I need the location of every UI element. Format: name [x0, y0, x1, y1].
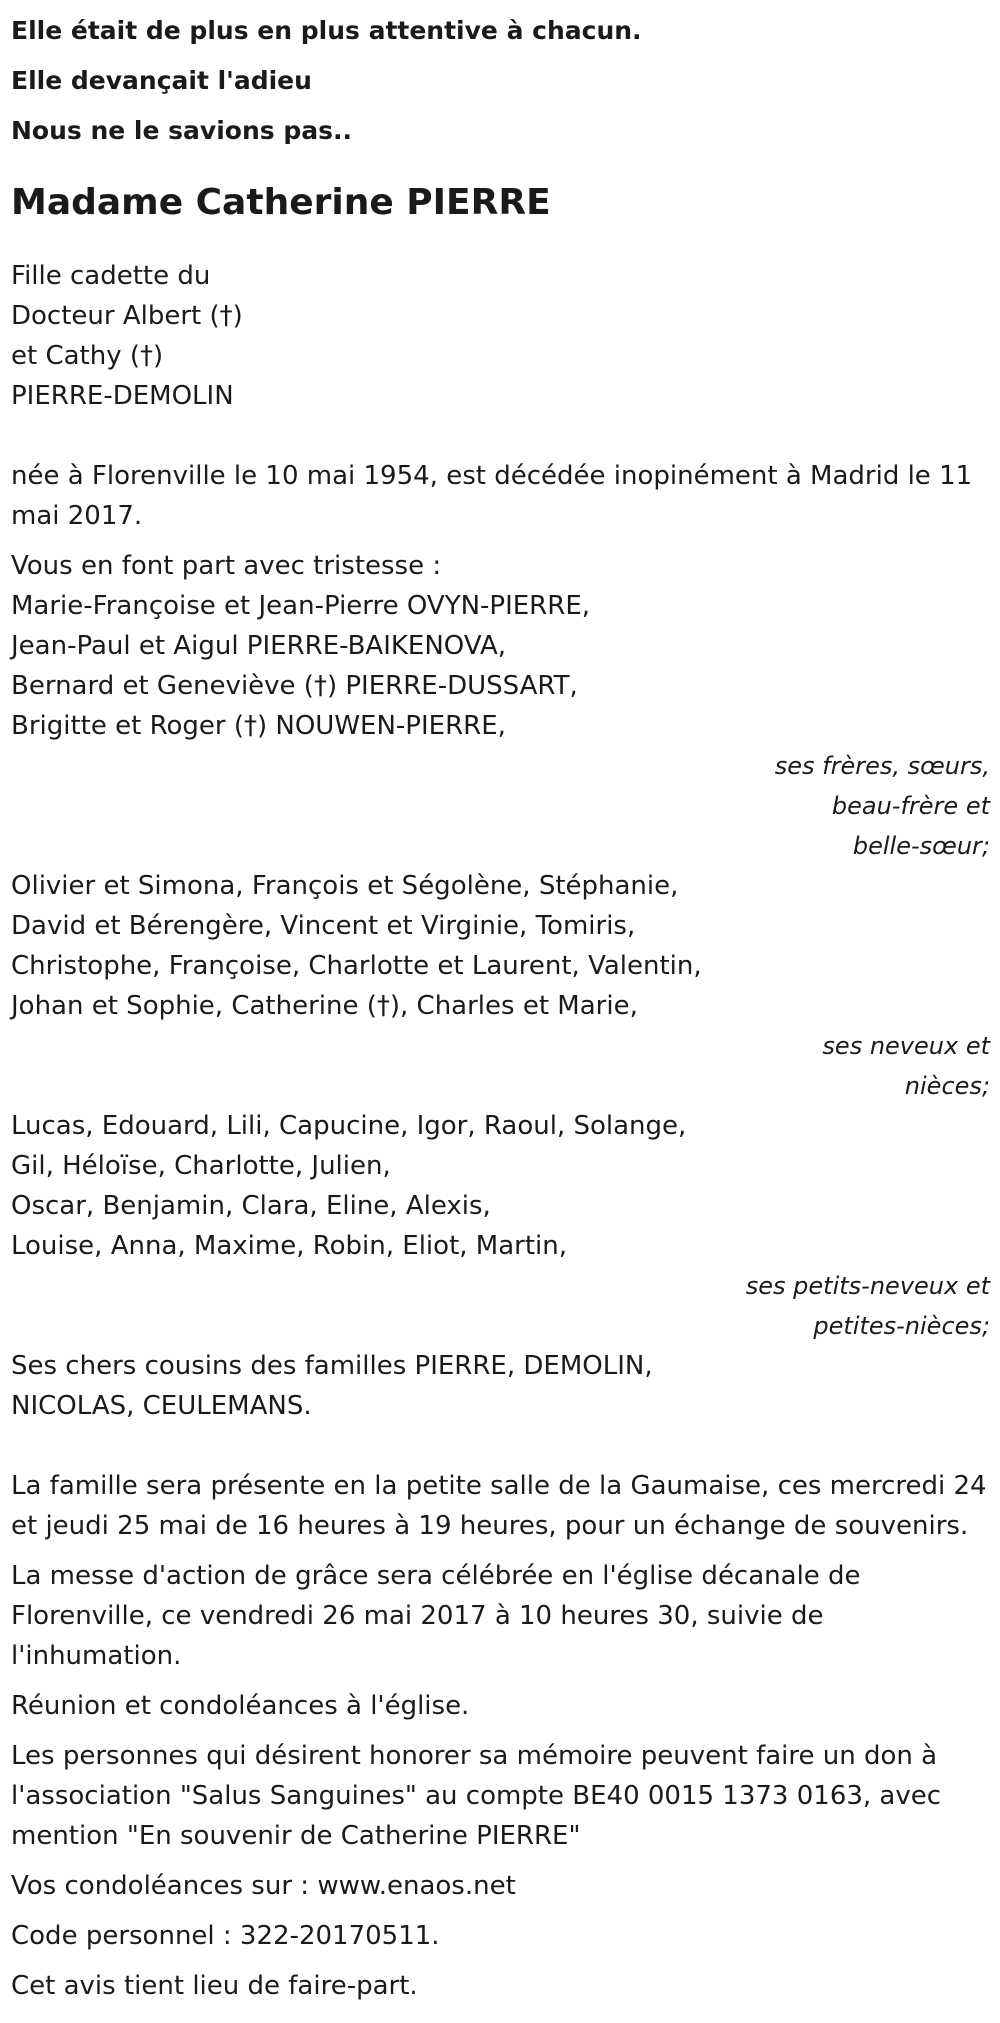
parents-line: PIERRE-DEMOLIN [11, 381, 234, 411]
role-line: belle-sœur; [852, 832, 990, 860]
sibling-line: Jean-Paul et Aigul PIERRE-BAIKENOVA, [11, 631, 506, 661]
donation-text: Les personnes qui désirent honorer sa mémoire peuvent faire un don à l'association "Salus Sanguines" au compte BE40 0015 1373 0163, avec mention "En souvenir de Catherine PIERRE" [11, 1741, 942, 1851]
cousins-line: NICOLAS, CEULEMANS. [11, 1391, 312, 1421]
nephews-block [11, 866, 990, 1026]
sibling-line: Bernard et Geneviève (†) PIERRE-DUSSART, [11, 671, 578, 701]
role-line: ses frères, sœurs, [774, 752, 990, 780]
nephews-role [11, 1026, 990, 1106]
epigraph [11, 6, 990, 156]
birth-death-text: née à Florenville le 10 mai 1954, est décédée inopinément à Madrid le 11 mai 2017. [11, 461, 973, 531]
announce-intro: Vous en font part avec tristesse : [11, 551, 442, 581]
mass-text: La messe d'action de grâce sera célébrée en l'église décanale de Florenville, ce vendredi 26 mai 2017 à 10 heures 30, suivie de l'inhumation. [11, 1561, 861, 1671]
nephew-line: Johan et Sophie, Catherine (†), Charles et Marie, [11, 991, 638, 1021]
parents-line: et Cathy (†) [11, 341, 164, 371]
condolences-text: Vos condoléances sur : www.enaos.net [11, 1871, 516, 1901]
sibling-line: Marie-Françoise et Jean-Pierre OVYN-PIERRE, [11, 591, 591, 621]
epigraph-line: Elle était de plus en plus attentive à chacun. [11, 16, 642, 45]
nephew-line: Christophe, Françoise, Charlotte et Laurent, Valentin, [11, 951, 702, 981]
parents-line: Fille cadette du [11, 261, 211, 291]
parents-block [11, 256, 990, 416]
cousins-line: Ses chers cousins des familles PIERRE, DEMOLIN, [11, 1351, 653, 1381]
reunion-text: Réunion et condoléances à l'église. [11, 1691, 470, 1721]
grandnephew-line: Gil, Héloïse, Charlotte, Julien, [11, 1151, 391, 1181]
epigraph-line: Nous ne le savions pas.. [11, 116, 352, 145]
nephew-line: Olivier et Simona, François et Ségolène, Stéphanie, [11, 871, 679, 901]
personal-code: Code personnel : 322-20170511. [11, 1921, 440, 1951]
grandnephews-block [11, 1106, 990, 1266]
role-line: nièces; [904, 1072, 990, 1100]
role-line: ses petits-neveux et [745, 1272, 990, 1300]
visitation-text: La famille sera présente en la petite salle de la Gaumaise, ces mercredi 24 et jeudi 25 mai de 16 heures à 19 heures, pour un échange de souvenirs. [11, 1471, 987, 1541]
parents-line: Docteur Albert (†) [11, 301, 243, 331]
siblings-role [11, 746, 990, 866]
grandnephew-line: Louise, Anna, Maxime, Robin, Eliot, Martin, [11, 1231, 568, 1261]
nephew-line: David et Bérengère, Vincent et Virginie, Tomiris, [11, 911, 636, 941]
grandnephews-role [11, 1266, 990, 1346]
siblings-block [11, 546, 990, 746]
grandnephew-line: Lucas, Edouard, Lili, Capucine, Igor, Raoul, Solange, [11, 1111, 687, 1141]
notice-text: Cet avis tient lieu de faire-part. [11, 1971, 418, 2001]
cousins-block [11, 1346, 990, 1426]
role-line: petites-nièces; [813, 1312, 990, 1340]
grandnephew-line: Oscar, Benjamin, Clara, Eline, Alexis, [11, 1191, 491, 1221]
sibling-line: Brigitte et Roger (†) NOUWEN-PIERRE, [11, 711, 506, 741]
deceased-name: Madame Catherine PIERRE [11, 182, 551, 223]
role-line: ses neveux et [822, 1032, 990, 1060]
role-line: beau-frère et [831, 792, 990, 820]
epigraph-line: Elle devançait l'adieu [11, 66, 312, 95]
